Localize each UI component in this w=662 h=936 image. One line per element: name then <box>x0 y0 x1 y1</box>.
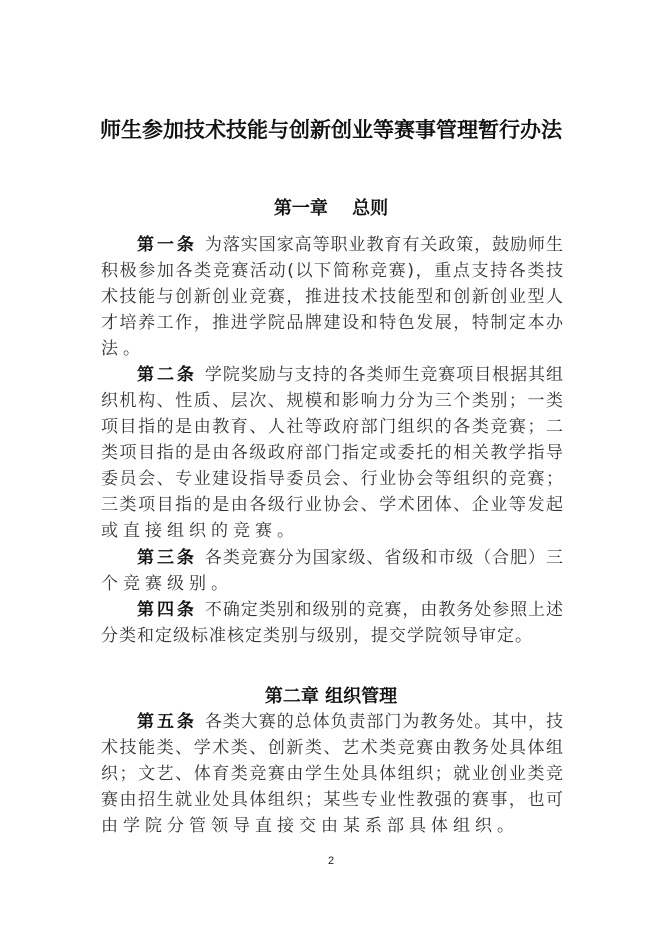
chapter-heading: 第一章 总则 <box>273 198 389 219</box>
text-line <box>101 518 299 544</box>
line-text: 才培养工作，推进学院品牌建设和特色发展，特制定本办 <box>101 313 563 333</box>
line-text: 分类和定级标准核定类别与级别，提交学院领导审定。 <box>101 626 533 646</box>
article-number: 第四条 <box>137 600 197 620</box>
line-text: 各类大赛的总体负责部门为教务处。其中，技 <box>204 712 564 732</box>
text-line <box>101 388 563 414</box>
text-line <box>101 735 563 761</box>
line-text: 三类项目指的是由各级行业协会、学术团体、企业等发起 <box>101 495 563 515</box>
line-text: 委员会、专业建设指导委员会、行业协会等组织的竞赛； <box>101 469 563 489</box>
line-text: 织机构、性质、层次、规模和影响力分为三个类别；一类 <box>101 391 563 411</box>
line-text: 术技能与创新创业竞赛，推进技术技能型和创新创业型人 <box>101 287 563 307</box>
article-number: 第三条 <box>137 548 197 568</box>
line-text: 不确定类别和级别的竞赛，由教务处参照上述 <box>204 600 564 620</box>
line-text: 类项目指的是由各级政府部门指定或委托的相关教学指导 <box>101 443 563 463</box>
text-line <box>101 492 563 518</box>
text-line <box>137 232 563 258</box>
line-text: 积极参加各类竞赛活动(以下简称竞赛)，重点支持各类技 <box>101 261 563 281</box>
text-line <box>101 466 563 492</box>
line-text: 术技能类、学术类、创新类、艺术类竞赛由教务处具体组 <box>101 738 563 758</box>
line-text: 或直接组织的竞赛。 <box>101 521 299 541</box>
text-line <box>101 787 563 813</box>
text-line <box>101 440 563 466</box>
article-number: 第一条 <box>137 235 197 255</box>
text-line <box>101 310 563 336</box>
text-line <box>137 597 563 623</box>
document-title: 师生参加技术技能与创新创业等赛事管理暂行办法 <box>100 118 562 142</box>
line-text: 赛由招生就业处具体组织；某些专业性教强的赛事，也可 <box>101 790 563 810</box>
text-line <box>101 813 519 839</box>
line-text: 法。 <box>101 339 145 359</box>
text-line <box>101 336 145 362</box>
page-number: 2 <box>327 855 335 867</box>
text-line <box>101 761 563 787</box>
chapter-heading: 第二章 组织管理 <box>264 686 398 707</box>
line-text: 项目指的是由教育、人社等政府部门组织的各类竞赛；二 <box>101 417 563 437</box>
text-line <box>137 709 563 735</box>
text-line <box>101 284 563 310</box>
text-line <box>137 545 563 571</box>
line-text: 各类竞赛分为国家级、省级和市级（合肥）三 <box>204 548 564 568</box>
text-line <box>101 571 233 597</box>
text-line <box>101 414 563 440</box>
line-text: 为落实国家高等职业教育有关政策，鼓励师生 <box>204 235 564 255</box>
text-line <box>101 258 563 284</box>
article-number: 第二条 <box>137 365 197 385</box>
article-number: 第五条 <box>137 712 197 732</box>
line-text: 学院奖励与支持的各类师生竞赛项目根据其组 <box>204 365 564 385</box>
line-text: 织；文艺、体育类竞赛由学生处具体组织；就业创业类竞 <box>101 764 563 784</box>
text-line <box>137 362 563 388</box>
line-text: 个竞赛级别。 <box>101 574 233 594</box>
line-text: 由学院分管领导直接交由某系部具体组织。 <box>101 816 519 836</box>
text-line <box>101 623 533 649</box>
